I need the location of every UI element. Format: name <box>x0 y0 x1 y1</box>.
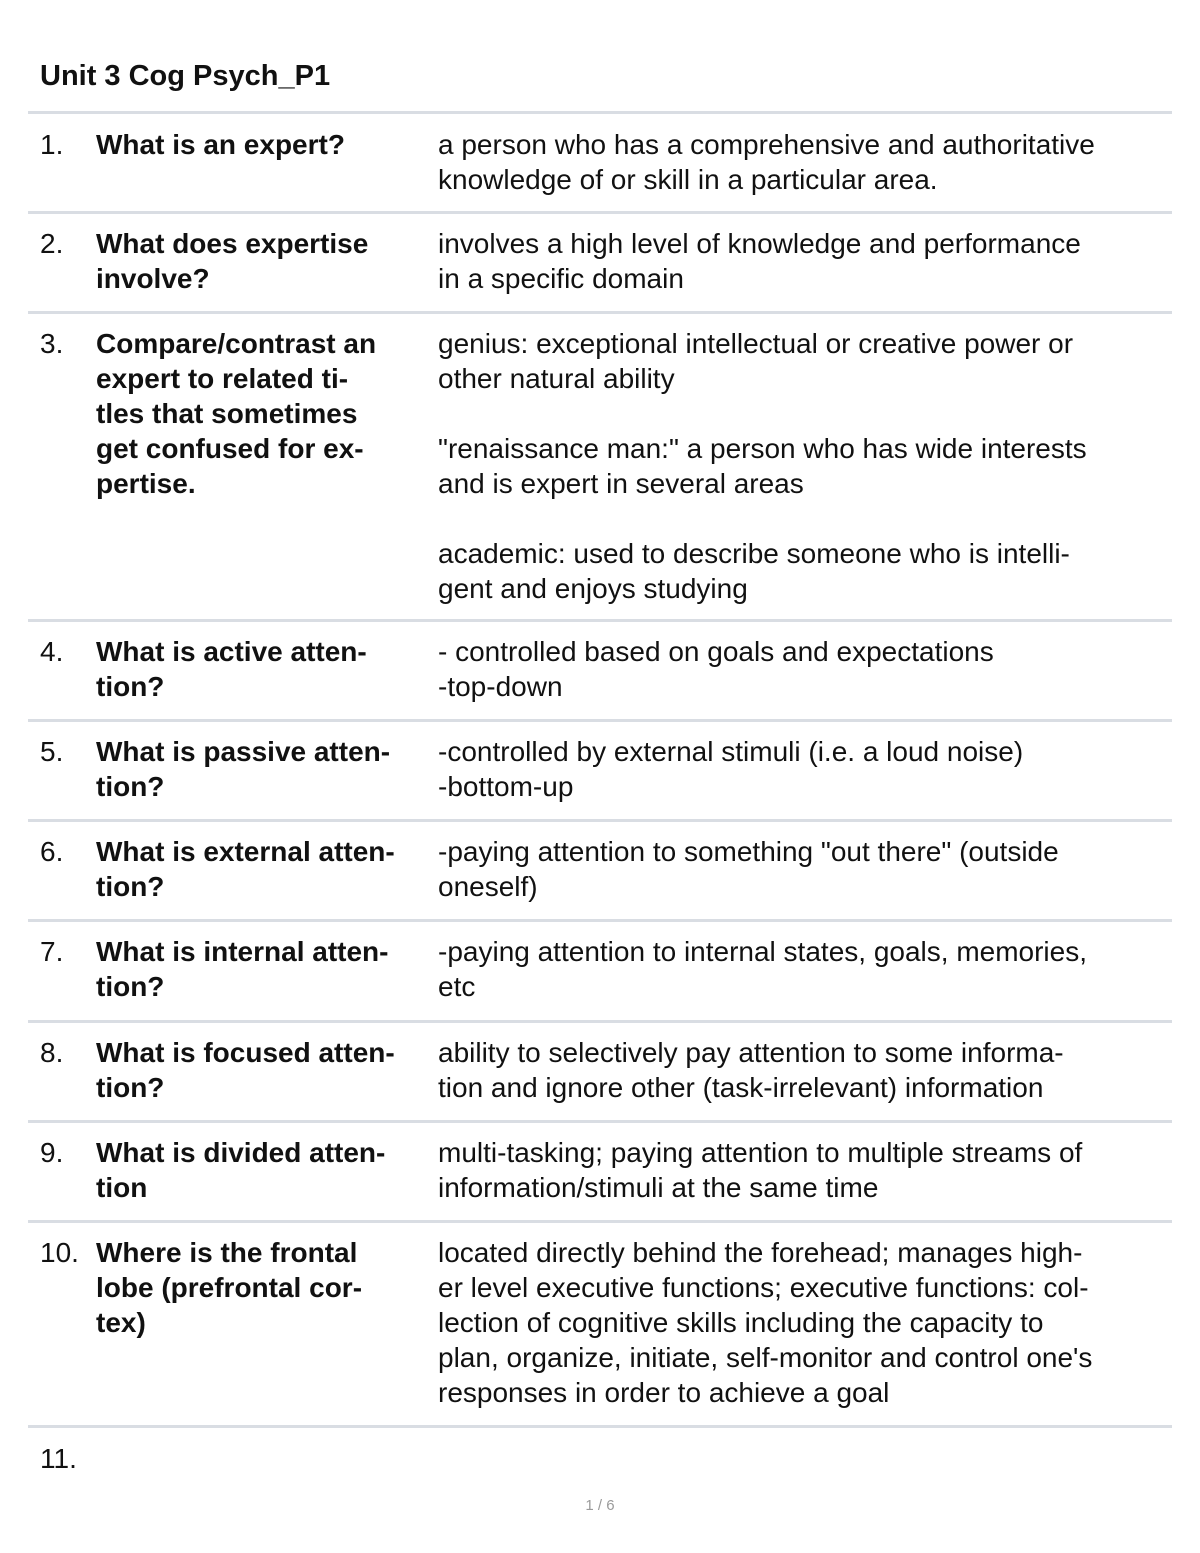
card-definition: involves a high level of knowledge and performance in a specific domain <box>438 228 1081 294</box>
card-number: 4. <box>40 636 64 667</box>
card-definition: a person who has a comprehensive and authoritative knowledge of or skill in a particular area. <box>438 129 1095 195</box>
divider <box>28 919 1172 922</box>
divider <box>28 1425 1172 1428</box>
document-title: Unit 3 Cog Psych_P1 <box>40 60 331 92</box>
page-indicator: 1 / 6 <box>585 1497 615 1514</box>
card-number: 11. <box>40 1443 77 1474</box>
card-number: 7. <box>40 936 64 967</box>
card-number: 9. <box>40 1137 64 1168</box>
card-term: What is internal atten- tion? <box>96 936 389 1002</box>
divider <box>28 819 1172 822</box>
card-definition: located directly behind the forehead; manages high- er level executive functions; executive functions: col- lection of cognitive skills including the capacity to plan, organize, initiate, self-monitor and control one's responses in order to achieve a goal <box>438 1237 1093 1408</box>
card-term: Where is the frontal lobe (prefrontal cor- tex) <box>96 1237 363 1338</box>
card-term: What is passive atten- tion? <box>96 736 391 802</box>
card-definition: -paying attention to something "out there" (outside oneself) <box>438 836 1059 902</box>
card-term: What is active atten- tion? <box>96 636 367 702</box>
card-number: 8. <box>40 1037 64 1068</box>
card-term: What does expertise involve? <box>96 228 369 294</box>
card-number: 10. <box>40 1237 79 1268</box>
divider <box>28 1120 1172 1123</box>
card-definition: genius: exceptional intellectual or creative power or other natural ability "renaissance man:" a person who has wide interests and is expert in several areas academic: used to describe someone who is intelli- gent and enjoys studying <box>438 328 1087 604</box>
card-number: 6. <box>40 836 64 867</box>
divider <box>28 1020 1172 1023</box>
card-definition: -paying attention to internal states, goals, memories, etc <box>438 936 1088 1002</box>
card-definition: -controlled by external stimuli (i.e. a loud noise) -bottom-up <box>438 736 1024 802</box>
card-term: What is an expert? <box>96 129 345 160</box>
card-term: What is focused atten- tion? <box>96 1037 395 1103</box>
divider <box>28 619 1172 622</box>
card-definition: ability to selectively pay attention to some informa- tion and ignore other (task-irrelevant) information <box>438 1037 1064 1103</box>
divider <box>28 311 1172 314</box>
card-term: What is external atten- tion? <box>96 836 395 902</box>
card-number: 2. <box>40 228 64 259</box>
card-number: 3. <box>40 328 64 359</box>
divider <box>28 111 1172 114</box>
card-term: What is divided atten- tion <box>96 1137 386 1203</box>
card-definition: multi-tasking; paying attention to multiple streams of information/stimuli at the same time <box>438 1137 1083 1203</box>
divider <box>28 1220 1172 1223</box>
divider <box>28 719 1172 722</box>
divider <box>28 211 1172 214</box>
card-number: 1. <box>40 129 64 160</box>
card-definition: - controlled based on goals and expectations -top-down <box>438 636 994 702</box>
card-term: Compare/contrast an expert to related ti- tles that sometimes get confused for ex- pertise. <box>96 328 377 499</box>
card-number: 5. <box>40 736 64 767</box>
